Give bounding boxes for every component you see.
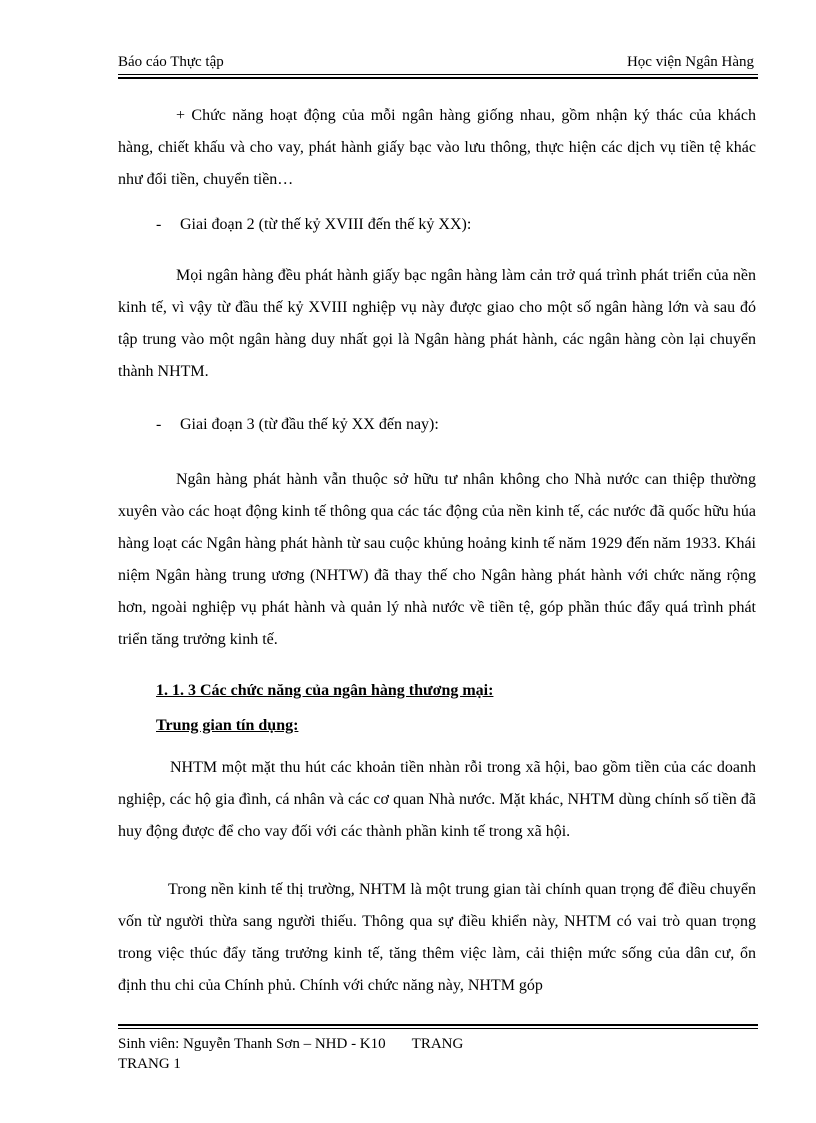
footer-student: Sinh viên: Nguyễn Thanh Sơn – NHD - K10 bbox=[118, 1036, 386, 1052]
paragraph-3: Ngân hàng phát hành vẫn thuộc sở hữu tư nhân không cho Nhà nước can thiệp thường xuyên vào các hoạt động kinh tế thông qua các tác động của nền kinh tế, các nước đã quốc hữu húa hàng loạt các Ngân hàng phát hành từ sau cuộc khủng hoảng kinh tế năm 1929 đến năm 1933. Khái niệm Ngân hàng trung ương (NHTW) đã thay thế cho Ngân hàng phát hành với chức năng rộng hơn, ngoài nghiệp vụ phát hành và quản lý nhà nước về tiền tệ, góp phần thúc đẩy quá trình phát triển tăng trưởng kinh tế. bbox=[118, 471, 756, 648]
bullet-dash: - bbox=[156, 216, 162, 233]
paragraph-5: Trong nền kinh tế thị trường, NHTM là một trung gian tài chính quan trọng để điều chuyển vốn từ người thừa sang người thiếu. Thông qua sự điều khiển này, NHTM có vai trò quan trọng trong việc thúc đẩy tăng trưởng kinh tế, tăng thêm việc làm, cải thiện mức sống của dân cư, ổn định thu chi của Chính phủ. Chính với chức năng này, NHTM góp bbox=[118, 881, 756, 994]
header-right-title: Học viện Ngân Hàng bbox=[626, 54, 754, 70]
bullet-dash: - bbox=[156, 416, 162, 433]
footer-rule bbox=[118, 1024, 758, 1029]
header-rule bbox=[118, 74, 758, 79]
paragraph-2: Mọi ngân hàng đều phát hành giấy bạc ngân hàng làm cản trở quá trình phát triển của nền kinh tế, vì vậy từ đầu thế kỷ XVIII nghiệp vụ này được giao cho một số ngân hàng lớn và sau đó tập trung vào một ngân hàng duy nhất gọi là Ngân hàng phát hành, các ngân hàng còn lại chuyển thành NHTM. bbox=[118, 267, 756, 380]
subsection-heading: Trung gian tín dụng: bbox=[156, 717, 299, 734]
page-header bbox=[118, 54, 758, 76]
stage-3-label: Giai đoạn 3 (từ đầu thế kỷ XX đến nay): bbox=[180, 416, 439, 433]
header-left-title: Báo cáo Thực tập bbox=[118, 54, 224, 70]
paragraph-4: NHTM một mặt thu hút các khoản tiền nhàn rỗi trong xã hội, bao gồm tiền của các doanh nghiệp, các hộ gia đình, cá nhân và các cơ quan Nhà nước. Mặt khác, NHTM dùng chính số tiền đã huy động được để cho vay đối với các thành phần kinh tế trong xã hội. bbox=[118, 759, 756, 840]
footer-page-label: TRANG bbox=[411, 1036, 464, 1052]
footer-line-1 bbox=[118, 1034, 463, 1054]
page-footer bbox=[118, 1034, 463, 1074]
paragraph-1: + Chức năng hoạt động của mỗi ngân hàng giống nhau, gồm nhận ký thác của khách hàng, chiết khấu và cho vay, phát hành giấy bạc vào lưu thông, thực hiện các dịch vụ tiền tệ khác như đổi tiền, chuyển tiền… bbox=[118, 107, 756, 188]
stage-2-label: Giai đoạn 2 (từ thế kỷ XVIII đến thế kỷ XX): bbox=[180, 216, 472, 233]
section-heading: 1. 1. 3 Các chức năng của ngân hàng thương mại: bbox=[156, 682, 494, 699]
footer-page-number: TRANG 1 bbox=[118, 1056, 181, 1072]
